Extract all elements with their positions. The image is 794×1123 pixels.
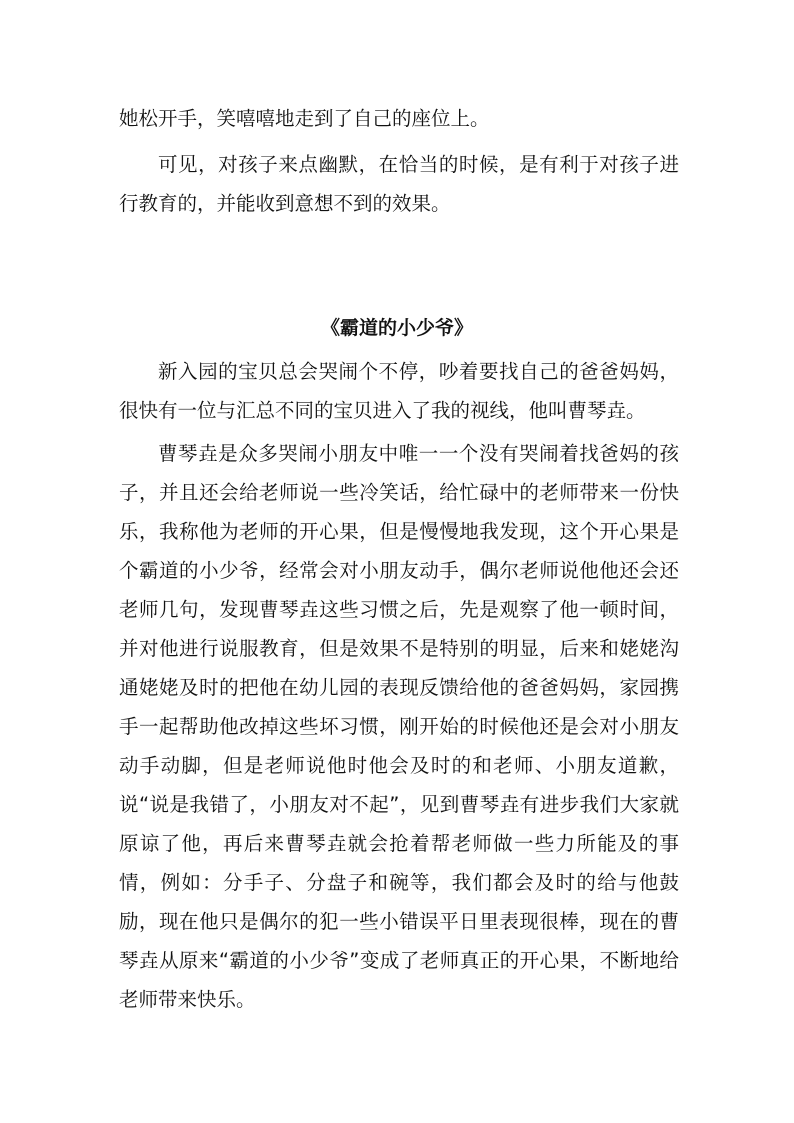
paragraph-conclusion: 可见，对孩子来点幽默，在恰当的时候，是有利于对孩子进行教育的，并能收到意想不到的效果。 [119,153,679,215]
section-title: 《霸道的小少爷》 [320,317,473,339]
paragraph-continued: 她松开手，笑嘻嘻地走到了自己的座位上。 [119,107,490,130]
paragraph-story: 曹琴垚是众多哭闹小朋友中唯一一个没有哭闹着找爸妈的孩子，并且还会给老师说一些冷笑话，给忙碌中的老师带来一份快乐，我称他为老师的开心果，但是慢慢地我发现，这个开心果是个霸道的小少爷，经常会对小朋友动手，偶尔老师说他他还会还老师几句，发现曹琴垚这些习惯之后，先是观察了他一顿时间，并对他进行说服教育，但是效果不是特别的明显，后来和姥姥沟通姥姥及时的把他在幼儿园的表现反馈给他的爸爸妈妈，家园携手一起帮助他改掉这些坏习惯，刚开始的时候他还是会对小朋友动手动脚，但是老师说他时他会及时的和老师、小朋友道歉，说“说是我错了，小朋友对不起”，见到曹琴垚有进步我们大家就原谅了他，再后来曹琴垚就会抢着帮老师做一些力所能及的事情，例如：分手子、分盘子和碗等，我们都会及时的给与他鼓励，现在他只是偶尔的犯一些小错误平日里表现很棒，现在的曹琴垚从原来“霸道的小少爷”变成了老师真正的开心果，不断地给老师带来快乐。 [119,442,679,1011]
paragraph-intro: 新入园的宝贝总会哭闹个不停，吵着要找自己的爸爸妈妈，很快有一位与汇总不同的宝贝进入了我的视线，他叫曹琴垚。 [119,360,679,422]
